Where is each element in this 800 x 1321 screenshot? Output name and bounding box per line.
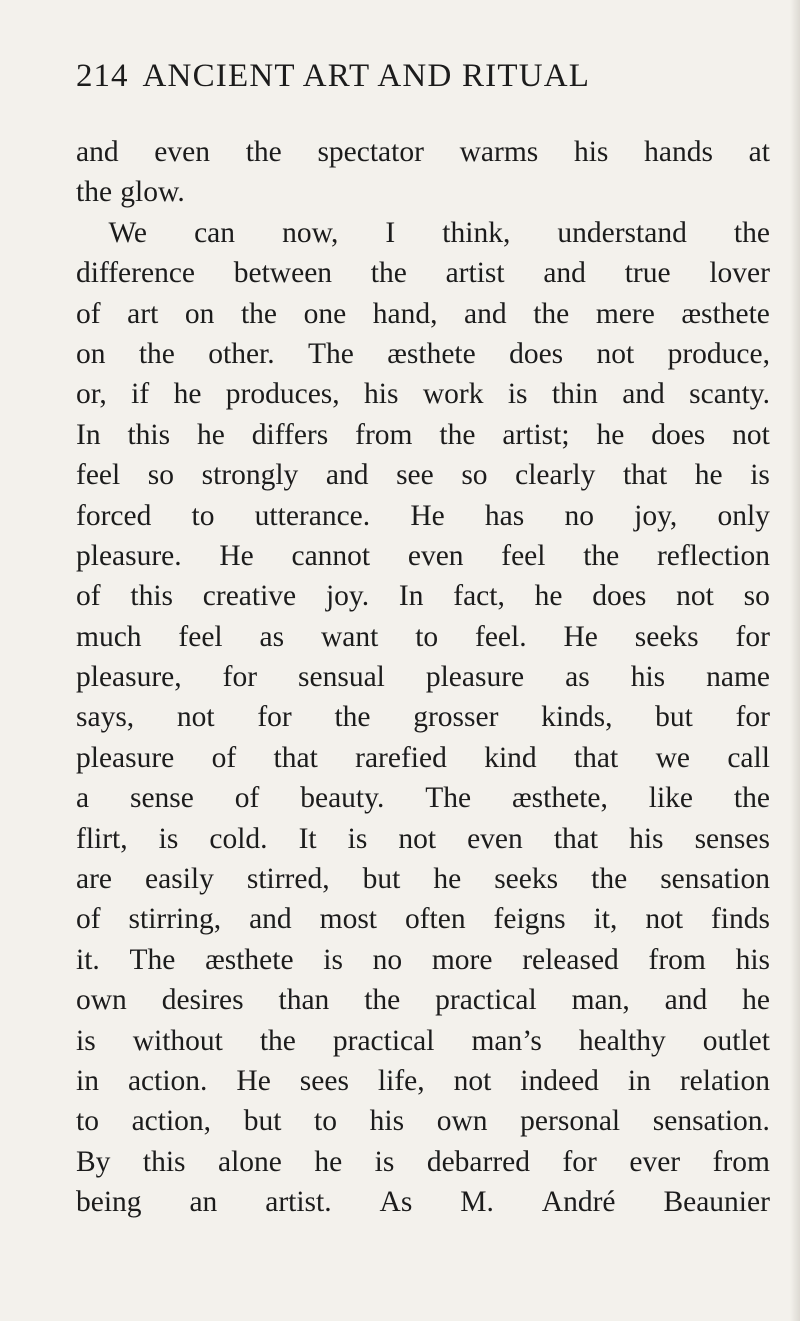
word: artist [445, 257, 505, 290]
word: differs [251, 418, 329, 451]
text-line [76, 778, 770, 818]
word: even [407, 539, 464, 572]
word: is [158, 822, 179, 855]
word: and [464, 297, 507, 330]
word: kinds, [541, 701, 613, 734]
word: does [592, 580, 647, 613]
word: æsthete [681, 297, 770, 330]
word: he [314, 1145, 343, 1178]
word: the [259, 1024, 296, 1057]
book-page [76, 58, 770, 1223]
text-line [76, 576, 770, 616]
word: so [461, 459, 488, 492]
text-line [76, 819, 770, 859]
word: so [147, 459, 175, 492]
text-line [76, 132, 770, 172]
word: healthy [578, 1024, 666, 1057]
word: a [76, 782, 90, 815]
word: for [735, 620, 770, 653]
word: his [629, 822, 664, 855]
word: or, [76, 378, 107, 411]
word: he [173, 378, 202, 411]
word: is [323, 943, 343, 976]
word: pleasure, [76, 661, 182, 694]
word: of [76, 297, 101, 330]
word: we [655, 741, 690, 774]
word: now, [282, 216, 339, 249]
word: It [298, 822, 317, 855]
word: he [433, 863, 462, 896]
word: that [273, 741, 318, 774]
word: is [507, 378, 528, 411]
word: not [676, 580, 714, 613]
word: indeed [520, 1064, 599, 1097]
word: think, [442, 216, 511, 249]
word: the [370, 257, 407, 290]
word: does [509, 337, 564, 370]
word: without [132, 1024, 223, 1057]
word: one [303, 297, 347, 330]
word: as [259, 620, 285, 653]
text-line [76, 455, 770, 495]
word: understand [557, 216, 687, 249]
word: he [197, 418, 225, 451]
word: and [664, 984, 708, 1017]
word: lover [709, 257, 770, 290]
page-edge-shadow [790, 0, 800, 1321]
word: from [648, 943, 706, 976]
word: practical [332, 1024, 435, 1057]
word: even [467, 822, 523, 855]
word: to [76, 1105, 99, 1138]
word: personal [520, 1105, 621, 1138]
word: In [398, 580, 424, 613]
word: grosser [413, 701, 499, 734]
word: of [76, 903, 101, 936]
word: not [732, 418, 770, 451]
word: stirring, [128, 903, 222, 936]
word: beauty. [300, 782, 385, 815]
text-line [76, 899, 770, 939]
running-header [76, 58, 770, 108]
word: hands [644, 136, 713, 168]
word: senses [694, 822, 770, 855]
text-line [76, 697, 770, 737]
word: fact, [453, 580, 505, 613]
word: æsthete, [512, 782, 608, 815]
word: the [583, 539, 620, 572]
word: glow. [120, 176, 185, 209]
body-text [76, 132, 770, 1223]
word: He [236, 1064, 271, 1097]
word: this [127, 418, 171, 451]
word: warms [459, 136, 539, 168]
word: from [355, 418, 413, 451]
word: hand, [372, 297, 438, 330]
word: and [622, 378, 665, 411]
word: of [234, 782, 260, 815]
word: cannot [291, 539, 371, 572]
word: André [541, 1186, 616, 1219]
word: æsthete [205, 943, 294, 976]
text-line [76, 374, 770, 414]
word: can [194, 216, 236, 249]
word: to [314, 1105, 337, 1138]
word: he [694, 459, 723, 492]
word: is [374, 1145, 395, 1178]
word: and [543, 257, 586, 290]
word: the [591, 863, 628, 896]
word: for [562, 1145, 597, 1178]
word: for [257, 701, 292, 734]
word: reflection [656, 539, 770, 572]
word: his [573, 136, 609, 168]
word: see [396, 459, 434, 492]
word: so [743, 580, 770, 613]
word: The [425, 782, 472, 815]
text-line [76, 980, 770, 1020]
word: feel [76, 459, 121, 492]
word: true [624, 257, 671, 290]
word: the [76, 176, 113, 209]
word: to [191, 499, 215, 532]
word: feigns [493, 903, 566, 936]
word: thin [551, 378, 598, 411]
word: no [564, 499, 594, 532]
word: relation [679, 1064, 770, 1097]
word: finds [710, 903, 770, 936]
word: this [130, 580, 173, 613]
word: He [563, 620, 598, 653]
word: his [369, 1105, 405, 1138]
word: more [431, 943, 493, 976]
word: not [176, 701, 215, 734]
word: for [735, 701, 770, 734]
word: name [706, 661, 770, 694]
word: own [436, 1105, 488, 1138]
word: but [362, 863, 401, 896]
word: the [334, 701, 371, 734]
word: he [742, 984, 770, 1017]
word: between [233, 257, 333, 290]
word: it. [76, 943, 100, 976]
word: desires [161, 984, 244, 1017]
word: much [76, 620, 142, 653]
word: M. [460, 1186, 494, 1219]
word: are [76, 863, 113, 896]
word: difference [76, 257, 196, 290]
word: joy. [325, 580, 370, 613]
word: at [748, 136, 770, 168]
word: to [415, 620, 439, 653]
text-line [76, 253, 770, 293]
word: sensation. [652, 1105, 770, 1138]
word: that [553, 822, 599, 855]
word: clearly [515, 459, 596, 492]
word: kind [484, 741, 537, 774]
word: not [398, 822, 437, 855]
word: scanty. [689, 378, 770, 411]
word: not [596, 337, 635, 370]
word: strongly [201, 459, 299, 492]
word: in [76, 1064, 99, 1097]
word: As [379, 1186, 413, 1219]
word: I [385, 216, 396, 249]
word: want [320, 620, 379, 653]
word: is [76, 1024, 96, 1057]
word: We [108, 216, 148, 249]
word: his [630, 661, 666, 694]
word: pleasure [425, 661, 525, 694]
word: He [410, 499, 445, 532]
word: stirred, [246, 863, 330, 896]
text-line [76, 617, 770, 657]
word: of [76, 580, 101, 613]
word: man, [571, 984, 630, 1017]
word: released [522, 943, 619, 976]
word: mere [595, 297, 655, 330]
word: ever [629, 1145, 681, 1178]
word: on [184, 297, 215, 330]
word: produce, [667, 337, 770, 370]
word: for [222, 661, 258, 694]
word: most [319, 903, 377, 936]
text-line [76, 1061, 770, 1101]
word: being [76, 1186, 142, 1219]
word: seeks [494, 863, 559, 896]
word: The [129, 943, 176, 976]
word: the [364, 984, 401, 1017]
word: an [189, 1186, 218, 1219]
word: joy, [634, 499, 678, 532]
text-line [76, 496, 770, 536]
word: as [565, 661, 590, 694]
word: creative [202, 580, 297, 613]
word: flirt, [76, 822, 128, 855]
word: has [484, 499, 525, 532]
text-line [76, 657, 770, 697]
word: is [347, 822, 368, 855]
word: sensation [660, 863, 770, 896]
word: the [245, 136, 282, 168]
text-line [76, 172, 770, 212]
word: own [76, 984, 127, 1017]
text-line [76, 415, 770, 455]
word: forced [76, 499, 152, 532]
word: this [142, 1145, 186, 1178]
word: he [596, 418, 625, 451]
text-line [76, 1021, 770, 1061]
text-line [76, 1182, 770, 1222]
word: feel [178, 620, 223, 653]
word: debarred [426, 1145, 531, 1178]
word: Beaunier [663, 1186, 770, 1219]
word: says, [76, 701, 135, 734]
word: man’s [471, 1024, 542, 1057]
word: on [76, 337, 106, 370]
text-line [76, 940, 770, 980]
word: and [249, 903, 292, 936]
word: life, [377, 1064, 425, 1097]
word: sees [299, 1064, 349, 1097]
word: the [439, 418, 476, 451]
word: art [127, 297, 159, 330]
running-title: ANCIENT ART AND RITUAL [142, 58, 591, 94]
word: spectator [317, 136, 424, 168]
word: other. [208, 337, 275, 370]
word: only [717, 499, 770, 532]
word: call [727, 741, 770, 774]
word: pleasure. [76, 539, 182, 572]
word: action, [131, 1105, 212, 1138]
word: does [651, 418, 706, 451]
word: artist. [265, 1186, 332, 1219]
word: his [364, 378, 399, 411]
word: he [534, 580, 563, 613]
word: pleasure [76, 741, 175, 774]
word: work [422, 378, 484, 411]
word: the [733, 216, 770, 249]
word: from [712, 1145, 770, 1178]
word: practical [435, 984, 537, 1017]
word: of [211, 741, 237, 774]
word: but [655, 701, 693, 734]
word: is [750, 459, 770, 492]
word: that [573, 741, 619, 774]
word: like [648, 782, 694, 815]
word: no [372, 943, 403, 976]
word: He [219, 539, 254, 572]
word: often [404, 903, 466, 936]
word: æsthete [387, 337, 476, 370]
text-line [76, 1142, 770, 1182]
text-line [76, 738, 770, 778]
word: sense [129, 782, 194, 815]
word: outlet [702, 1024, 770, 1057]
word: it, [593, 903, 618, 936]
word: the [138, 337, 175, 370]
word: feel [501, 539, 546, 572]
text-line [76, 536, 770, 576]
word: sensual [298, 661, 385, 694]
text-line [76, 1101, 770, 1141]
word: produces, [225, 378, 340, 411]
word: the [533, 297, 570, 330]
text-line [76, 294, 770, 334]
word: the [240, 297, 277, 330]
word: and [76, 136, 119, 168]
word: rarefied [355, 741, 447, 774]
word: not [453, 1064, 492, 1097]
word: and [325, 459, 369, 492]
word: but [243, 1105, 282, 1138]
word: artist; [502, 418, 570, 451]
word: than [278, 984, 330, 1017]
word: the [733, 782, 770, 815]
word: seeks [634, 620, 699, 653]
word: that [622, 459, 668, 492]
text-line [76, 859, 770, 899]
word: cold. [209, 822, 268, 855]
word: alone [218, 1145, 282, 1178]
text-line [76, 334, 770, 374]
word: utterance. [254, 499, 371, 532]
word: even [154, 136, 210, 168]
word: his [735, 943, 770, 976]
word: not [645, 903, 684, 936]
word: In [76, 418, 101, 451]
page-number: 214 [76, 58, 129, 94]
word: if [131, 378, 150, 411]
word: feel. [475, 620, 527, 653]
text-line [76, 213, 770, 253]
word: action. [127, 1064, 208, 1097]
word: The [308, 337, 354, 370]
word: easily [145, 863, 214, 896]
word: in [627, 1064, 651, 1097]
word: By [76, 1145, 111, 1178]
